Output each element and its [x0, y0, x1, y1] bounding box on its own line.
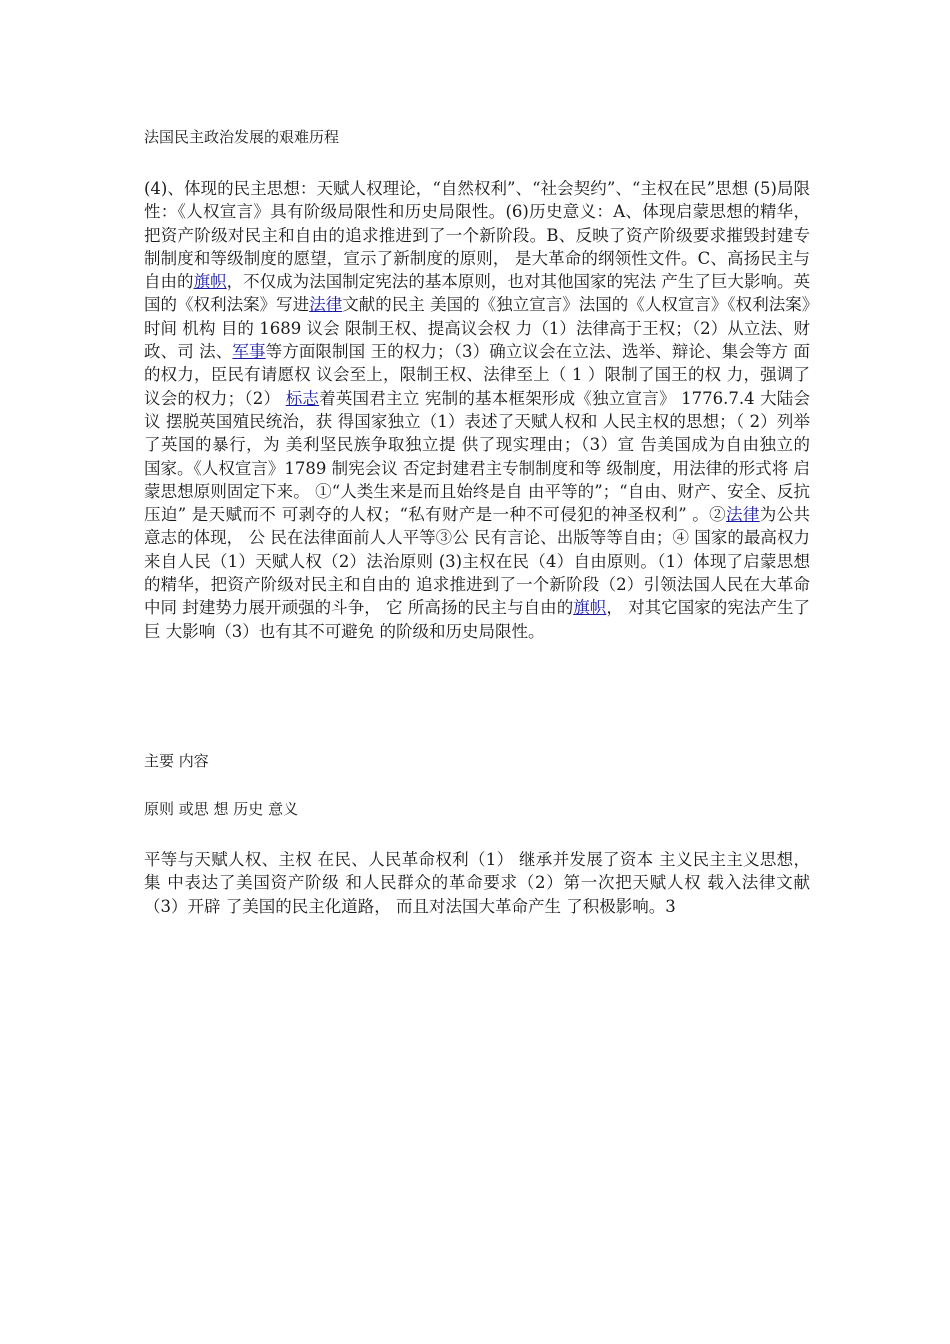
- link-banner-2[interactable]: 旗帜: [573, 598, 607, 618]
- link-military[interactable]: 军事: [232, 342, 266, 362]
- link-law-2[interactable]: 法律: [726, 505, 760, 525]
- body-text: 等方面限制国 王的权力；（3）确立议会在立法、选举、辩论、集会等方 面的权力，臣民有请愿权 议会至上，限制王权、法律至上（ 1 ）限制了国王的权 力，强调了议会的权力；（2）: [144, 342, 810, 408]
- heading-principles: 原则 或思 想 历史 意义: [144, 800, 299, 818]
- body-text: (4)、体现的民主思想：天赋人权理论，“自然权利”、“社会契约”、“主权在民”思想 (5)局限性：《人权宣言》具有阶级局限性和历史局限性。(6)历史意义：A、体现启蒙思想的精华，把资产阶级对民主和自由的追求推进到了一个新阶段。B、反映了资产阶级要求摧毁封建专制制度和等级制度的愿望，宣示了新制度的原则， 是大革命的纲领性文件。C、高扬民主与自由的: [144, 179, 810, 292]
- link-law[interactable]: 法律: [309, 295, 343, 315]
- body-text: 着英国君主立 宪制的基本框架形成《独立宣言》 1776.7.4 大陆会议 摆脱英国殖民统治，获 得国家独立（1）表述了天赋人权和 人民主权的思想；（ 2）列举了英国的暴行，为 美利坚民族争取独立提 供了现实理由；（3）宣 告美国成为自由独立的 国家。《人权宣言》1789 制宪会议 否定封建君主专制制度和等 级制度，用法律的形式将 启蒙思想原则固定下来。 ①“人类生来是而且始终是自 由平等的”；“自由、财产、安全、反抗压迫” 是天赋而不 可剥夺的人权；“私有财产是一种不可侵犯的神圣权利” 。②: [144, 388, 811, 525]
- link-banner[interactable]: 旗帜: [193, 272, 227, 292]
- body-text: ，不仅成为法国制定宪法的基本原则，也对其他国家的宪法 产生了巨大影响。英国的《权利法案》写进: [144, 272, 811, 315]
- link-mark[interactable]: 标志: [285, 388, 320, 408]
- heading-main-content: 主要 内容: [144, 752, 209, 770]
- main-body-paragraph: [144, 177, 810, 643]
- document-title: 法国民主政治发展的艰难历程: [144, 128, 340, 146]
- final-paragraph: 平等与天赋人权、主权 在民、人民革命权利（1） 继承并发展了资本 主义民主主义思想，集 中表达了美国资产阶级 和人民群众的革命要求（2）第一次把天赋人权 载入法律文献（3）开辟 了美国的民主化道路， 而且对法国大革命产生 了积极影响。3: [144, 850, 810, 916]
- body-text: 为公共意志的体现， 公 民在法律面前人人平等③公 民有言论、出版等等自由；④ 国家的最高权力来自人民（1）天赋人权（2）法治原则 (3)主权在民（4）自由原则。（1）体现了启蒙思想的精华，把资产阶级对民主和自由的 追求推进到了一个新阶段（2）引领法国人民在大革命中同 封建势力展开顽强的斗争， 它 所高扬的民主与自由的: [144, 505, 811, 618]
- body-text: 文献的民主 美国的《独立宣言》法国的《人权宣言》《权利法案》时间 机构 目的 1689 议会 限制王权、提高议会权 力（1）法律高于王权；（2）从立法、财政、司 法、: [144, 295, 811, 362]
- body-text: ， 对其它国家的宪法产生了巨 大影响（3）也有其不可避免 的阶级和历史局限性。: [144, 598, 810, 641]
